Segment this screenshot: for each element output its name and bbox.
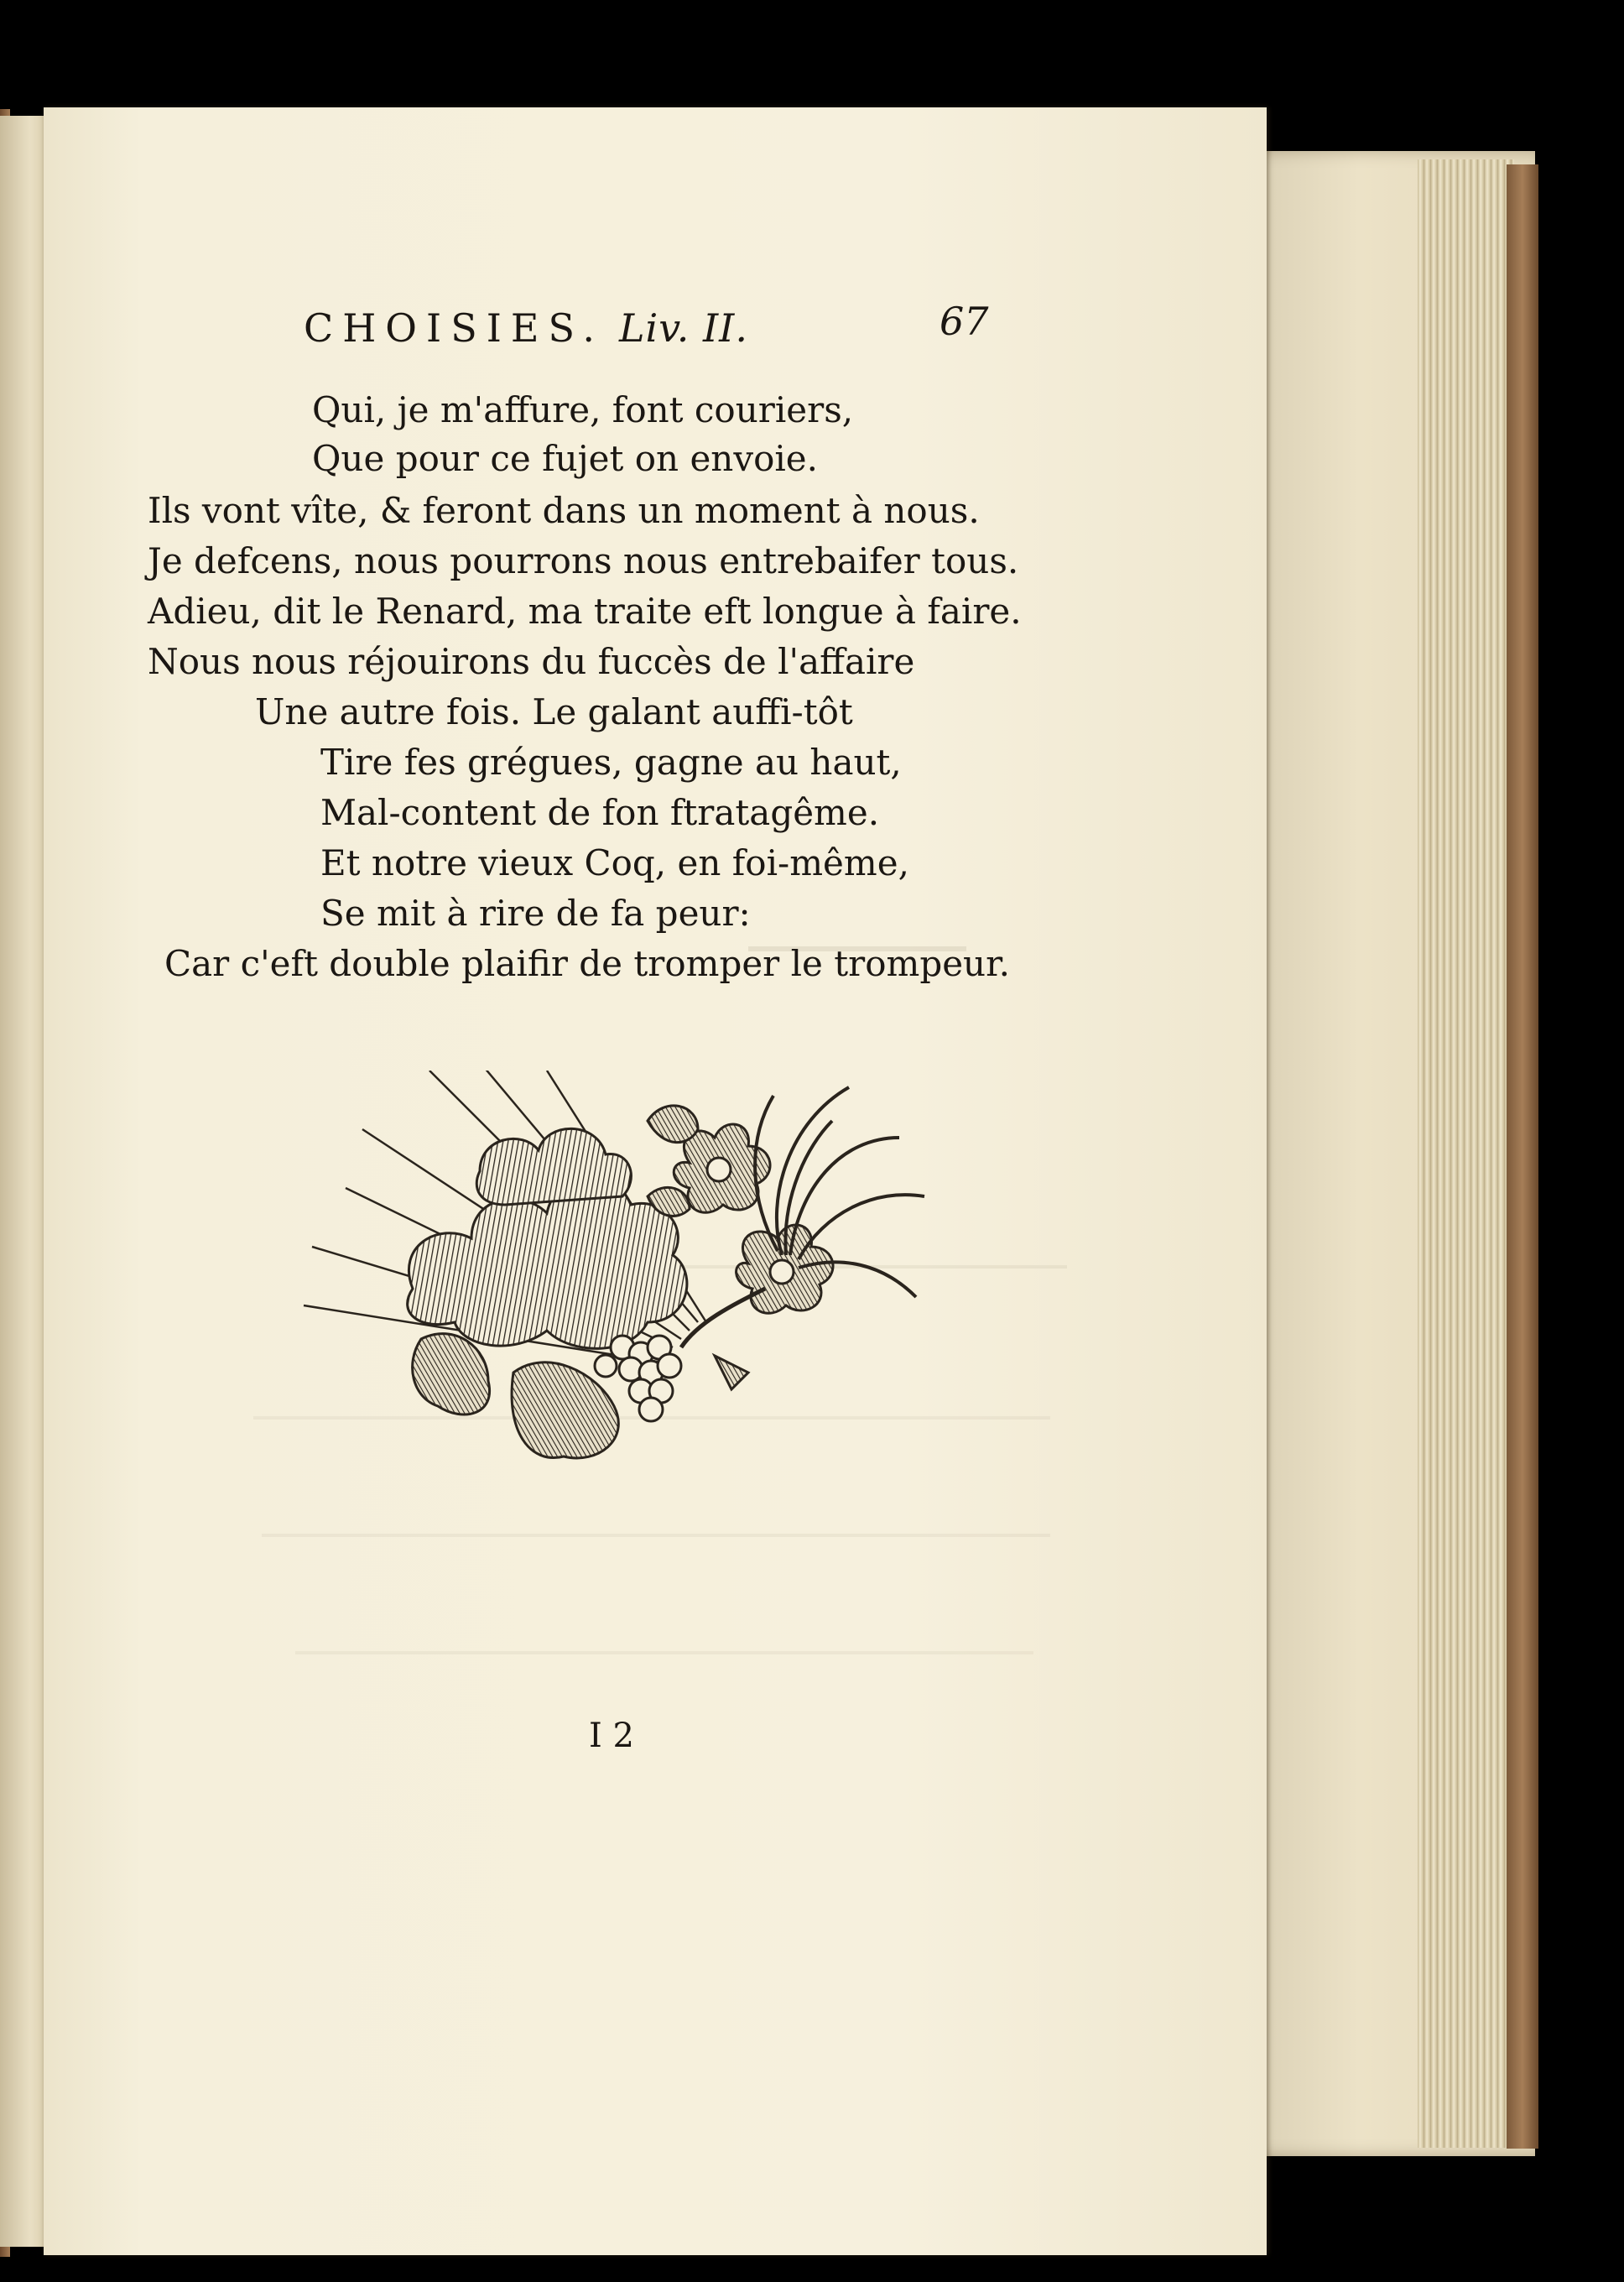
signature-mark: I 2 [589,1717,634,1755]
verse-line: Qui, je m'affure, font couriers, [312,389,854,430]
running-book: Liv. II. [618,305,748,351]
page-number: 67 [940,299,989,344]
running-header [304,305,748,351]
verse-line: Ils vont vîte, & feront dans un moment à nous. [148,490,980,531]
running-title: CHOISIES. [304,305,604,351]
verse-line: Se mit à rire de fa peur: [320,893,751,934]
page-edges [1418,159,1514,2148]
verse-line: Une autre fois. Le galant auffi-tôt [255,691,853,732]
verse-line: Que pour ce fujet on envoie. [312,438,819,479]
verse-line: Tire fes grégues, gagne au haut, [320,742,902,783]
verse-line: Adieu, dit le Renard, ma traite eft longue à faire. [148,591,1022,632]
verse-line: Je defcens, nous pourrons nous entrebaifer tous. [148,540,1019,581]
woodcut-vignette-icon [295,1071,966,1574]
book-page [44,107,1267,2255]
verse-line: Mal-content de fon ftratagême. [320,792,880,833]
verse-line: Nous nous réjouirons du fuccès de l'affaire [148,641,915,682]
verse-line: Et notre vieux Coq, en foi-même, [320,842,909,883]
verse-line: Car c'eft double plaifir de tromper le trompeur. [164,943,1010,984]
text-block [44,107,1267,2255]
right-cover [1507,164,1538,2149]
